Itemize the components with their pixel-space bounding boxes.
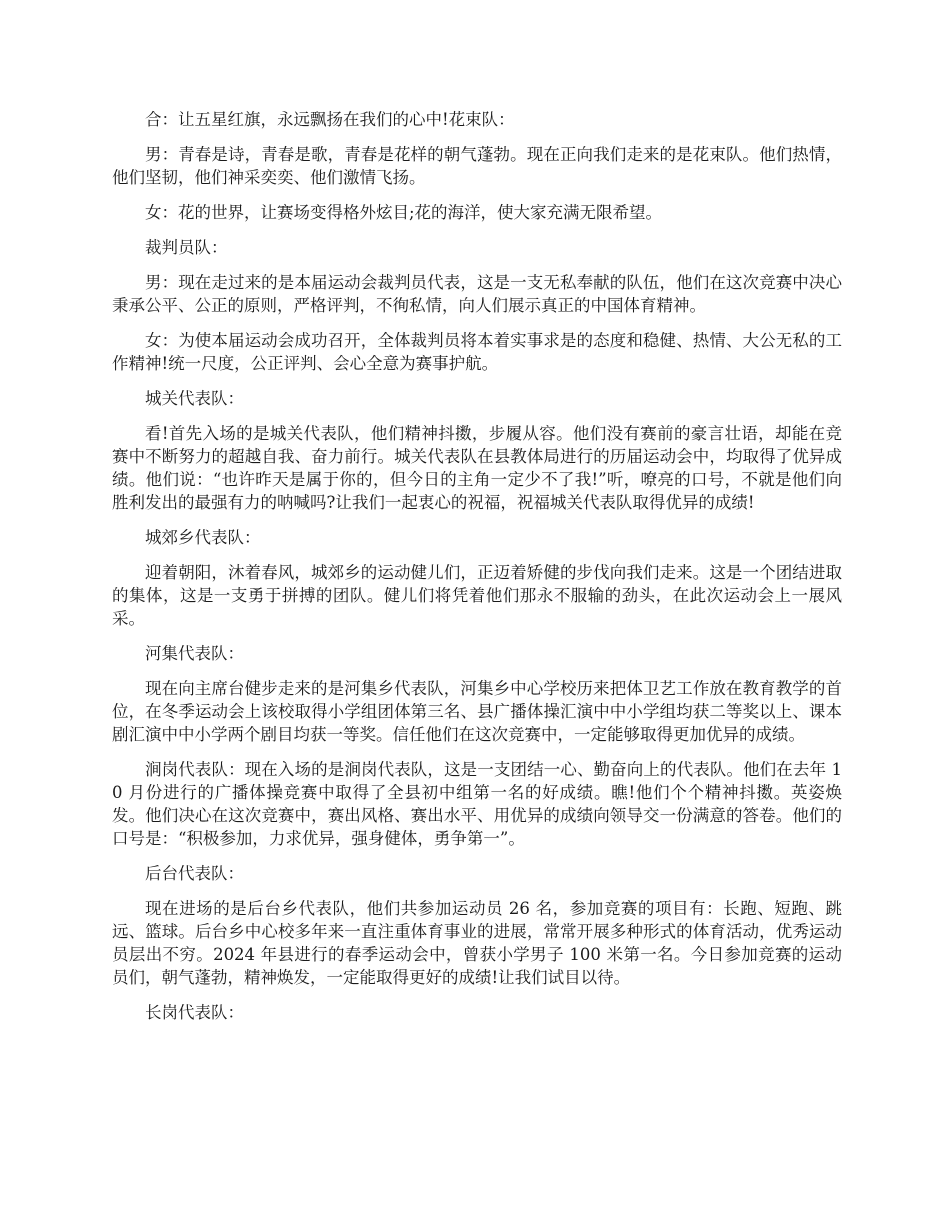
paragraph-chengjiao: 迎着朝阳，沐着春风，城郊乡的运动健儿们，正迈着矫健的步伐向我们走来。这是一个团结进取的集体，这是一支勇于拼搏的团队。健儿们将凭着他们那永不服输的劲头，在此次运动会上一展风采。 xyxy=(112,563,842,628)
heading-changgang-team: 长岗代表队： xyxy=(145,1003,244,1022)
document-body xyxy=(112,108,842,1036)
paragraph-flower-team-male: 男：青春是诗，青春是歌，青春是花样的朝气蓬勃。现在正向我们走来的是花束队。他们热情，他们坚韧，他们神采奕奕、他们激情飞扬。 xyxy=(112,145,842,187)
paragraph-referee-male: 男：现在走过来的是本届运动会裁判员代表，这是一支无私奉献的队伍，他们在这次竞赛中决心秉承公平、公正的原则，严格评判，不徇私情，向人们展示真正的中国体育精神。 xyxy=(112,273,842,315)
paragraph-jiangang: 涧岗代表队：现在入场的是涧岗代表队，这是一支团结一心、勤奋向上的代表队。他们在去年 10 月份进行的广播体操竞赛中取得了全县初中组第一名的好成绩。瞧!他们个个精神抖擞。英姿焕发。他们决心在这次竞赛中，赛出风格、赛出水平、用优异的成绩向领导交一份满意的答卷。他们的口号是：“积极参加，力求优异，强身健体，勇争第一”。 xyxy=(112,760,842,848)
paragraph-houtai: 现在进场的是后台乡代表队，他们共参加运动员 26 名，参加竞赛的项目有：长跑、短跑、跳远、篮球。后台乡中心校多年来一直注重体育事业的进展，常常开展多种形式的体育活动，优秀运动员层出不穷。2024 年县进行的春季运动会中，曾获小学男子 100 米第一名。今日参加竞赛的运动员们，朝气蓬勃，精神焕发，一定能取得更好的成绩!让我们试目以待。 xyxy=(112,899,842,987)
heading-heji-team: 河集代表队： xyxy=(145,644,244,663)
heading-chengguan-team: 城关代表队： xyxy=(145,389,244,408)
heading-houtai-team: 后台代表队： xyxy=(145,864,244,883)
paragraph-chorus: 合：让五星红旗，永远飘扬在我们的心中!花束队： xyxy=(145,110,515,129)
heading-referee-team: 裁判员队： xyxy=(145,238,228,257)
paragraph-flower-team-female: 女：花的世界，让赛场变得格外炫目;花的海洋，使大家充满无限希望。 xyxy=(145,203,663,222)
paragraph-chengguan: 看!首先入场的是城关代表队，他们精神抖擞，步履从容。他们没有赛前的豪言壮语，却能在竞赛中不断努力的超越自我、奋力前行。城关代表队在县教体局进行的历届运动会中，均取得了优异成绩。他们说：“也许昨天是属于你的，但今日的主角一定少不了我!”听，嘹亮的口号，不就是他们向胜利发出的最强有力的呐喊吗?让我们一起衷心的祝福，祝福城关代表队取得优异的成绩! xyxy=(112,424,842,512)
heading-chengjiao-team: 城郊乡代表队： xyxy=(145,528,261,547)
paragraph-heji: 现在向主席台健步走来的是河集乡代表队，河集乡中心学校历来把体卫艺工作放在教育教学的首位，在冬季运动会上该校取得小学组团体第三名、县广播体操汇演中中小学组均获二等奖以上、课本剧汇演中中小学两个剧目均获一等奖。信任他们在这次竞赛中，一定能够取得更加优异的成绩。 xyxy=(112,679,842,744)
paragraph-referee-female: 女：为使本届运动会成功召开，全体裁判员将本着实事求是的态度和稳健、热情、大公无私的工作精神!统一尺度，公正评判、会心全意为赛事护航。 xyxy=(112,331,842,373)
